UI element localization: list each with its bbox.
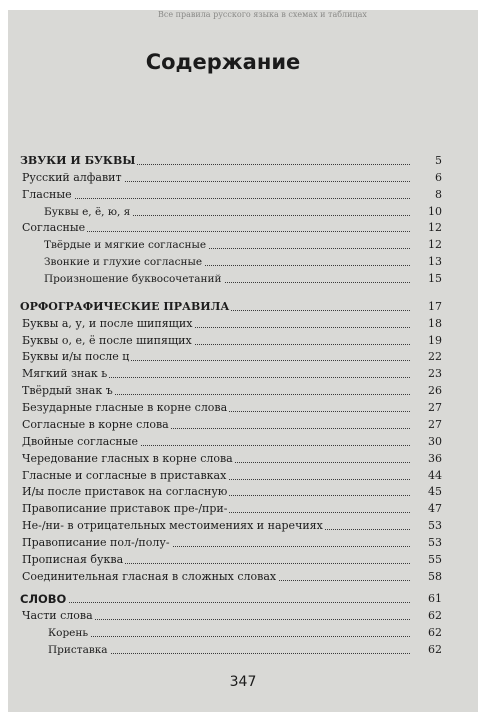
toc-entry-page: 19 — [410, 333, 442, 349]
toc-entry — [8, 153, 478, 169]
toc-entry — [8, 625, 478, 641]
toc-entry-page: 8 — [410, 187, 442, 203]
toc-entry-page: 13 — [410, 254, 442, 270]
toc-entry-page: 12 — [410, 220, 442, 236]
page-title: Содержание — [145, 50, 301, 74]
toc-entry-page: 15 — [410, 271, 442, 287]
toc-entry — [8, 535, 478, 551]
toc-entry — [8, 316, 478, 332]
toc-entry-label: Звонкие и глухие согласные — [44, 256, 203, 268]
toc-entry — [8, 254, 478, 270]
toc-entry — [8, 170, 478, 186]
toc-entry-label: ЗВУКИ И БУКВЫ — [20, 154, 136, 167]
toc-entry-label: Приставка — [48, 644, 108, 656]
toc-entry — [8, 349, 478, 365]
dot-leader — [26, 231, 434, 232]
toc-entry — [8, 237, 478, 253]
page-number: 347 — [229, 674, 257, 690]
toc-entry-page: 17 — [410, 299, 442, 315]
toc-entry — [8, 501, 478, 517]
toc-entry-label: Гласные и согласные в приставках — [22, 469, 227, 482]
toc-entry-page: 10 — [410, 204, 442, 220]
running-head: Все правила русского языка в схемах и таблицах — [158, 10, 367, 19]
toc-entry-label: Буквы е, ё, ю, я — [44, 206, 131, 218]
toc-entry-page: 12 — [410, 237, 442, 253]
toc-entry — [8, 552, 478, 568]
toc-entry-label: Буквы о, е, ё после шипящих — [22, 334, 192, 347]
toc-entry-label: Буквы и/ы после ц — [22, 350, 130, 363]
toc-entry — [8, 468, 478, 484]
toc-entry-label: Буквы а, у, и после шипящих — [22, 317, 193, 330]
toc-entry — [8, 366, 478, 382]
toc-entry — [8, 204, 478, 220]
toc-entry — [8, 271, 478, 287]
toc-entry-page: 62 — [410, 625, 442, 641]
dot-leader — [24, 602, 434, 603]
dot-leader — [52, 636, 434, 637]
toc-entry — [8, 400, 478, 416]
toc-entry-label: Не-/ни- в отрицательных местоимениях и наречиях — [22, 519, 323, 532]
toc-entry-page: 55 — [410, 552, 442, 568]
toc-entry-label: Части слова — [22, 609, 93, 622]
toc-entry-label: Безударные гласные в корне слова — [22, 401, 228, 414]
toc-entry-page: 44 — [410, 468, 442, 484]
toc-entry-page: 58 — [410, 569, 442, 585]
toc-entry-page: 22 — [410, 349, 442, 365]
toc-entry-page: 5 — [410, 153, 442, 169]
toc-entry-label: Русский алфавит — [22, 171, 122, 184]
toc-entry-page: 53 — [410, 535, 442, 551]
toc-entry-page: 6 — [410, 170, 442, 186]
toc-entry-page: 36 — [410, 451, 442, 467]
toc-entry — [8, 608, 478, 624]
toc-entry — [8, 187, 478, 203]
toc-entry-label: СЛОВО — [20, 592, 67, 606]
toc-entry-page: 30 — [410, 434, 442, 450]
toc-entry-label: Правописание пол-/полу- — [22, 536, 170, 549]
toc-entry — [8, 299, 478, 315]
toc-entry — [8, 591, 478, 607]
dot-leader — [26, 198, 434, 199]
toc-entry — [8, 569, 478, 585]
toc-entry-page: 18 — [410, 316, 442, 332]
toc-entry — [8, 333, 478, 349]
toc-entry-page: 61 — [410, 591, 442, 607]
toc-entry — [8, 417, 478, 433]
toc-entry — [8, 518, 478, 534]
toc-entry-label: И/ы после приставок на согласную — [22, 485, 228, 498]
toc-entry-label: Корень — [48, 627, 89, 639]
toc-entry — [8, 451, 478, 467]
toc-entry-label: Произношение буквосочетаний — [44, 273, 222, 285]
toc-entry-label: Двойные согласные — [22, 435, 139, 448]
toc-entry-label: Мягкий знак ь — [22, 367, 108, 380]
toc-entry-label: Чередование гласных в корне слова — [22, 452, 233, 465]
toc-entry-label: Согласные в корне слова — [22, 418, 169, 431]
toc-entry-label: Гласные — [22, 188, 72, 201]
toc-entry-page: 62 — [410, 642, 442, 658]
toc-entry-label: Прописная буква — [22, 553, 124, 566]
toc-entry-label: Твёрдые и мягкие согласные — [44, 239, 207, 251]
toc-entry-page: 45 — [410, 484, 442, 500]
toc-entry — [8, 220, 478, 236]
toc-entry — [8, 434, 478, 450]
toc-entry — [8, 484, 478, 500]
toc-entry-page: 23 — [410, 366, 442, 382]
toc-entry-page: 47 — [410, 501, 442, 517]
toc-entry-page: 53 — [410, 518, 442, 534]
toc-entry-page: 26 — [410, 383, 442, 399]
toc-entry-page: 62 — [410, 608, 442, 624]
toc-entry-label: ОРФОГРАФИЧЕСКИЕ ПРАВИЛА — [20, 300, 230, 313]
toc-entry-page: 27 — [410, 400, 442, 416]
toc-entry-page: 27 — [410, 417, 442, 433]
toc-entry-label: Соединительная гласная в сложных словах — [22, 570, 277, 583]
toc-entry — [8, 642, 478, 658]
book-page — [8, 10, 478, 712]
toc-entry-label: Правописание приставок пре-/при- — [22, 502, 228, 515]
toc-entry-label: Согласные — [22, 221, 86, 234]
toc-entry — [8, 383, 478, 399]
toc-entry-label: Твёрдый знак ъ — [22, 384, 113, 397]
